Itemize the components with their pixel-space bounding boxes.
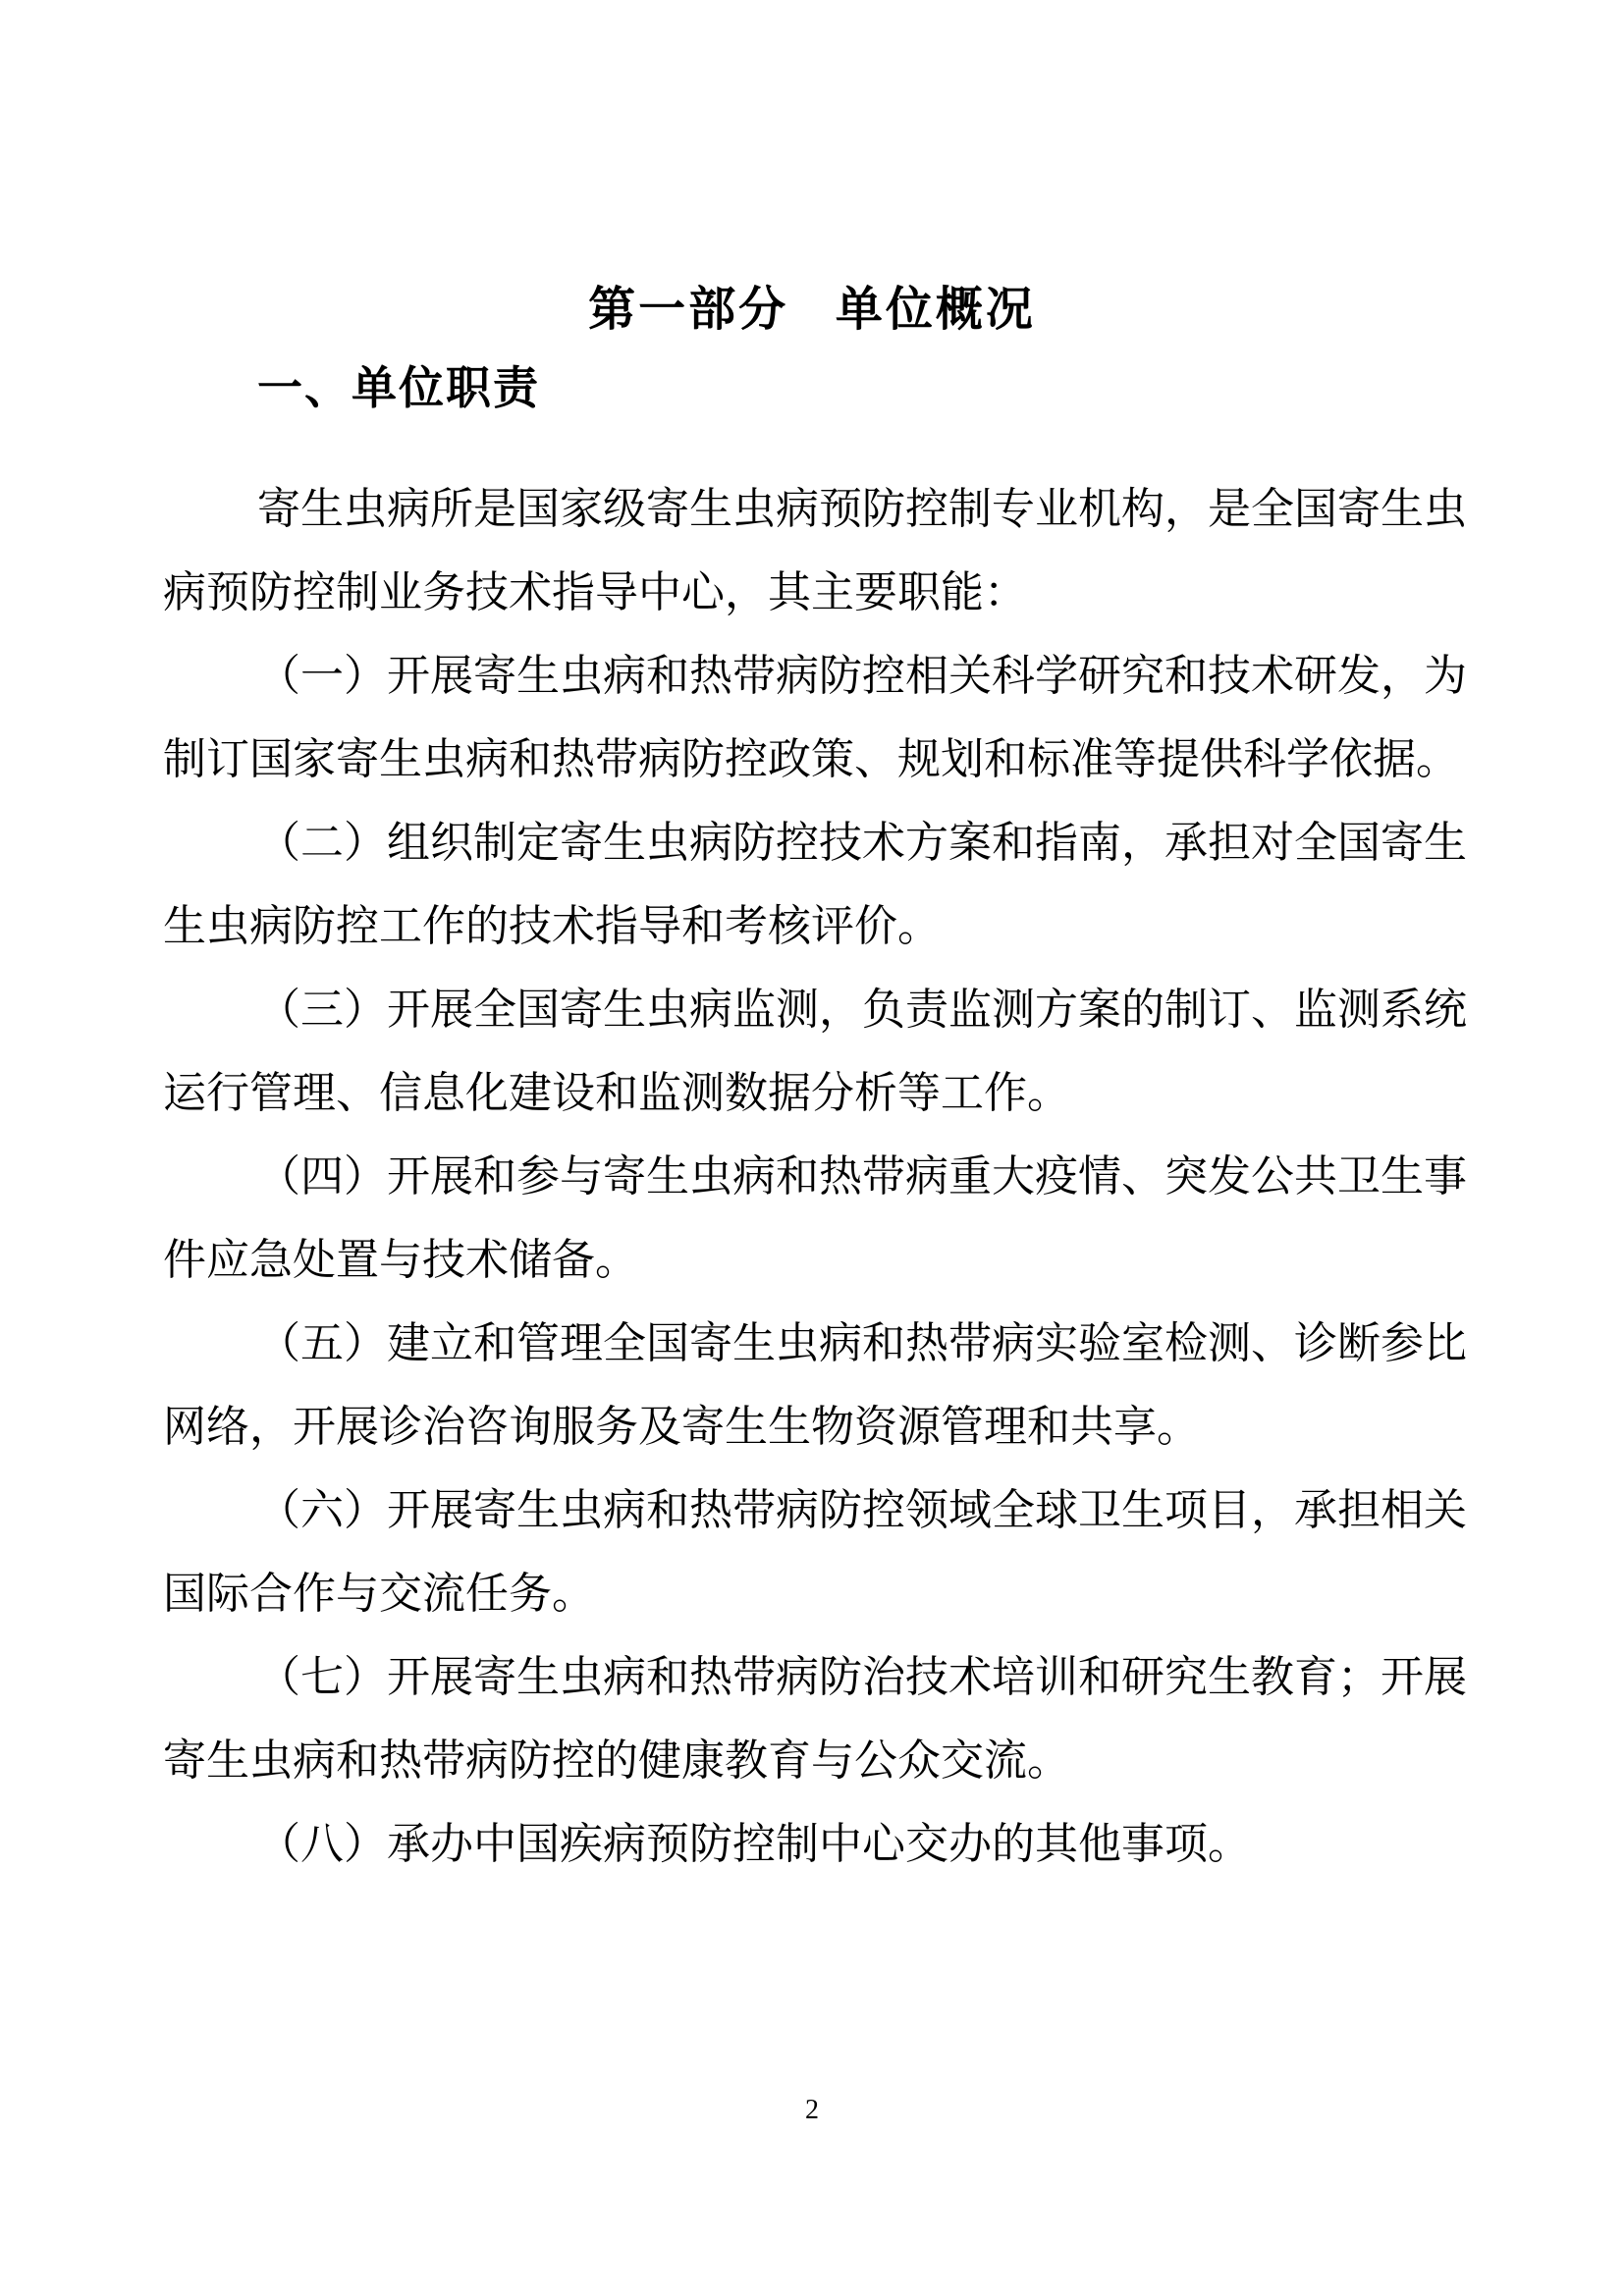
paragraph [163,1135,1467,1302]
paragraph-line: （六）开展寄生虫病和热带病防控领域全球卫生项目，承担相关 [257,1486,1467,1534]
paragraph-line: 寄生虫病和热带病防控的健康教育与公众交流。 [163,1736,1070,1785]
paragraph-line: 制订国家寄生虫病和热带病防控政策、规划和标准等提供科学依据。 [163,735,1459,783]
document-body [163,467,1467,1886]
paragraph-line: 病预防控制业务技术指导中心，其主要职能： [163,568,1027,616]
paragraph [163,1302,1467,1468]
paragraph [163,467,1467,634]
page-number: 2 [805,2095,819,2125]
document-title: 第一部分 单位概况 [588,282,1036,337]
paragraph-line: （四）开展和参与寄生虫病和热带病重大疫情、突发公共卫生事 [257,1152,1467,1201]
paragraph-line: 国际合作与交流任务。 [163,1570,595,1618]
paragraph-line: 寄生虫病所是国家级寄生虫病预防控制专业机构，是全国寄生虫 [257,485,1467,533]
paragraph-line: 生虫病防控工作的技术指导和考核评价。 [163,902,941,950]
paragraph-line: 件应急处置与技术储备。 [163,1236,638,1284]
paragraph [163,801,1467,968]
paragraph [163,634,1467,801]
paragraph-line: （五）建立和管理全国寄生虫病和热带病实验室检测、诊断参比 [257,1319,1467,1367]
section-heading: 一、单位职责 [257,361,540,414]
paragraph-line: （七）开展寄生虫病和热带病防治技术培训和研究生教育；开展 [257,1653,1467,1701]
paragraph [163,1802,1461,1886]
paragraph-line: （八）承办中国疾病预防控制中心交办的其他事项。 [257,1820,1251,1868]
paragraph [163,1635,1467,1802]
paragraph-line: 网络，开展诊治咨询服务及寄生生物资源管理和共享。 [163,1403,1200,1451]
paragraph-line: 运行管理、信息化建设和监测数据分析等工作。 [163,1069,1070,1117]
paragraph-line: （二）组织制定寄生虫病防控技术方案和指南，承担对全国寄生 [257,819,1467,867]
paragraph-line: （一）开展寄生虫病和热带病防控相关科学研究和技术研发，为 [257,652,1467,700]
paragraph-line: （三）开展全国寄生虫病监测，负责监测方案的制订、监测系统 [257,986,1467,1034]
paragraph [163,1468,1467,1635]
paragraph [163,968,1467,1135]
